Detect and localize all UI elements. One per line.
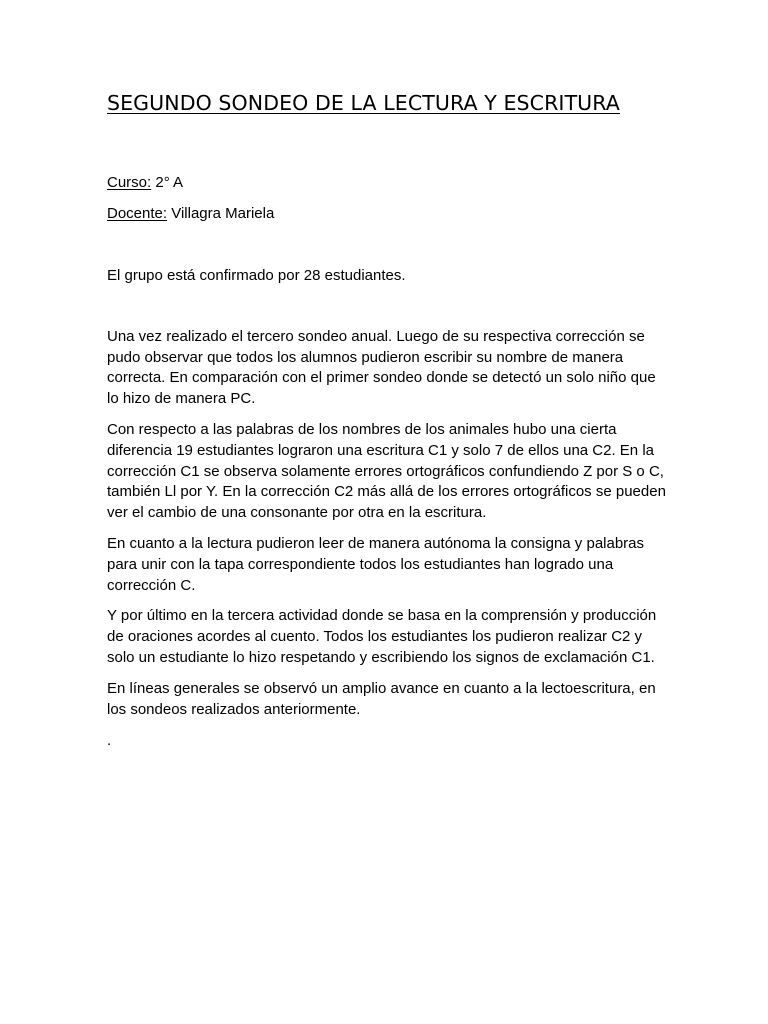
document-title: SEGUNDO SONDEO DE LA LECTURA Y ESCRITURA	[107, 91, 620, 115]
curso-value: 2° A	[151, 174, 184, 191]
curso-label: Curso:	[107, 174, 152, 191]
docente-label: Docente:	[107, 205, 168, 222]
body-paragraph-4: Y por último en la tercera actividad donde se basa en la comprensión y producción de oraciones acordes al cuento. Todos los estudiantes los pudieron realizar C2 y solo un estudiante lo hizo respetando y escribiendo los signos de exclamación C1.	[107, 607, 657, 666]
trailing-period: .	[107, 732, 112, 750]
body-paragraph-2: Con respecto a las palabras de los nombres de los animales hubo una cierta diferencia 19 estudiantes lograron una escritura C1 y solo 7 de ellos una C2. En la corrección C1 se observa solamente errores ortográficos confundiendo Z por S o C, también Ll por Y. En la corrección C2 más allá de los errores ortográficos se pueden ver el cambio de una consonante por otra en la escritura.	[107, 420, 666, 522]
body-paragraph-3: En cuanto a la lectura pudieron leer de manera autónoma la consigna y palabras para unir con la tapa correspondiente todos los estudiantes han logrado una corrección C.	[107, 534, 645, 594]
document-page	[107, 88, 667, 752]
curso-line	[107, 173, 667, 193]
docente-value: Villagra Mariela	[167, 205, 275, 222]
grupo-paragraph: El grupo está confirmado por 28 estudiantes.	[107, 267, 406, 284]
docente-line	[107, 204, 667, 224]
body-paragraph-5: En líneas generales se observó un amplio avance en cuanto a la lectoescritura, en los sondeos realizados anteriormente.	[107, 679, 656, 718]
body-paragraph-1: Una vez realizado el tercero sondeo anual. Luego de su respectiva corrección se pudo observar que todos los alumnos pudieron escribir su nombre de manera correcta. En comparación con el primer sondeo donde se detectó un solo niño que lo hizo de manera PC.	[107, 327, 656, 408]
